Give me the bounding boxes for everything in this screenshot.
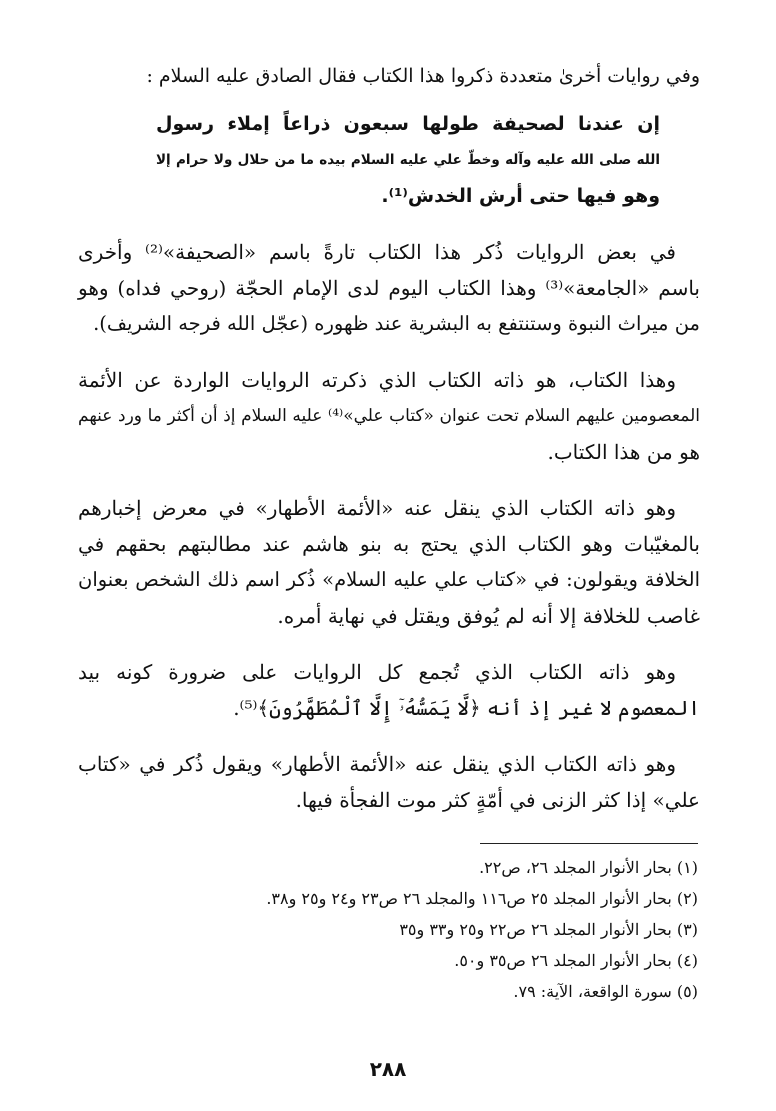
- intro-paragraph: [78, 58, 700, 94]
- hadith-quote: [78, 106, 700, 214]
- footnote: (٤) بحار الأنوار المجلد ٢٦ ص٣٥ و٥٠.: [454, 951, 698, 970]
- footnote-divider: [480, 843, 698, 844]
- paragraph-line: باسم «الجامعة»⁽³⁾ وهذا الكتاب اليوم لدى الإمام الحجّة (روحي فداه) وهو: [78, 276, 700, 300]
- paragraph-line: الخلافة ويقولون: في «كتاب علي عليه السلام» ذُكر اسم ذلك الشخص بعنوان: [78, 568, 700, 591]
- paragraph-line: وهو ذاته الكتاب الذي تُجمع كل الروايات على ضرورة كونه بيد: [78, 660, 676, 684]
- footnote: (٥) سورة الواقعة، الآية: ٧٩.: [513, 982, 698, 1001]
- page-number: ٢٨٨: [369, 1057, 407, 1081]
- paragraph-line: في بعض الروايات ذُكر هذا الكتاب تارةً باسم «الصحيفة»⁽²⁾ وأخرى: [78, 240, 676, 264]
- footnote: (٣) بحار الأنوار المجلد ٢٦ ص٢٢ و٢٥ و٣٣ و٣٥: [399, 920, 698, 939]
- paragraph-line: وهو ذاته الكتاب الذي ينقل عنه «الأئمة الأطهار» ويقول ذُكر في «كتاب: [78, 752, 676, 776]
- intro-line: وفي روايات أخرىٰ متعددة ذكروا هذا الكتاب فقال الصادق عليه السلام :: [146, 65, 700, 87]
- page-body: [78, 58, 700, 818]
- paragraph-line: هو من هذا الكتاب.: [547, 440, 700, 464]
- quote-line: الله صلى الله عليه وآله وخطّ علي عليه السلام بيده ما من حلال ولا حرام إلا: [156, 152, 660, 168]
- paragraph-sudden-death: [78, 746, 700, 818]
- paragraph-line: وهذا الكتاب، هو ذاته الكتاب الذي ذكرته الروايات الواردة عن الأئمة: [78, 368, 676, 392]
- footnotes: [98, 852, 698, 1007]
- quote-line: وهو فيها حتى أرش الخدش⁽¹⁾.: [381, 185, 660, 207]
- paragraph-sahifa: [78, 234, 700, 342]
- paragraph-line: المعصوم لا غير إذ أنه ﴿لَّا يَمَسُّهُۥٓ إِلَّا ٱلْمُطَهَّرُونَ﴾⁽⁵⁾.: [233, 696, 700, 720]
- paragraph-caliphate: [78, 490, 700, 634]
- paragraph-line: وهو ذاته الكتاب الذي ينقل عنه «الأئمة الأطهار» في معرض إخبارهم: [78, 496, 676, 520]
- paragraph-line: غاصب للخلافة إلا أنه لم يُوفق ويقتل في نهاية أمره.: [277, 604, 700, 628]
- paragraph-line: علي» إذا كثر الزنى في أمّةٍ كثر موت الفجأة فيها.: [295, 788, 700, 812]
- quote-line: إن عندنا لصحيفة طولها سبعون ذراعاً إملاء رسول: [156, 113, 660, 135]
- paragraph-line: بالمغيّبات وهو الكتاب الذي يحتج به بنو هاشم عند مطالبتهم بحقهم في: [78, 532, 700, 556]
- footnote: (٢) بحار الأنوار المجلد ٢٥ ص١١٦ والمجلد ٢٦ ص٢٣ و٢٤ و٢٥ و٣٨.: [266, 889, 698, 908]
- footnote: (١) بحار الأنوار المجلد ٢٦، ص٢٢.: [479, 858, 698, 877]
- paragraph-line: المعصومين عليهم السلام تحت عنوان «كتاب علي»⁽⁴⁾ عليه السلام إذ أن أكثر ما ورد عنهم: [78, 406, 700, 426]
- paragraph-infallible: [78, 654, 700, 726]
- paragraph-line: من ميراث النبوة وستنتفع به البشرية عند ظهوره (عجّل الله فرجه الشريف).: [93, 312, 700, 335]
- paragraph-kitab-ali: [78, 362, 700, 470]
